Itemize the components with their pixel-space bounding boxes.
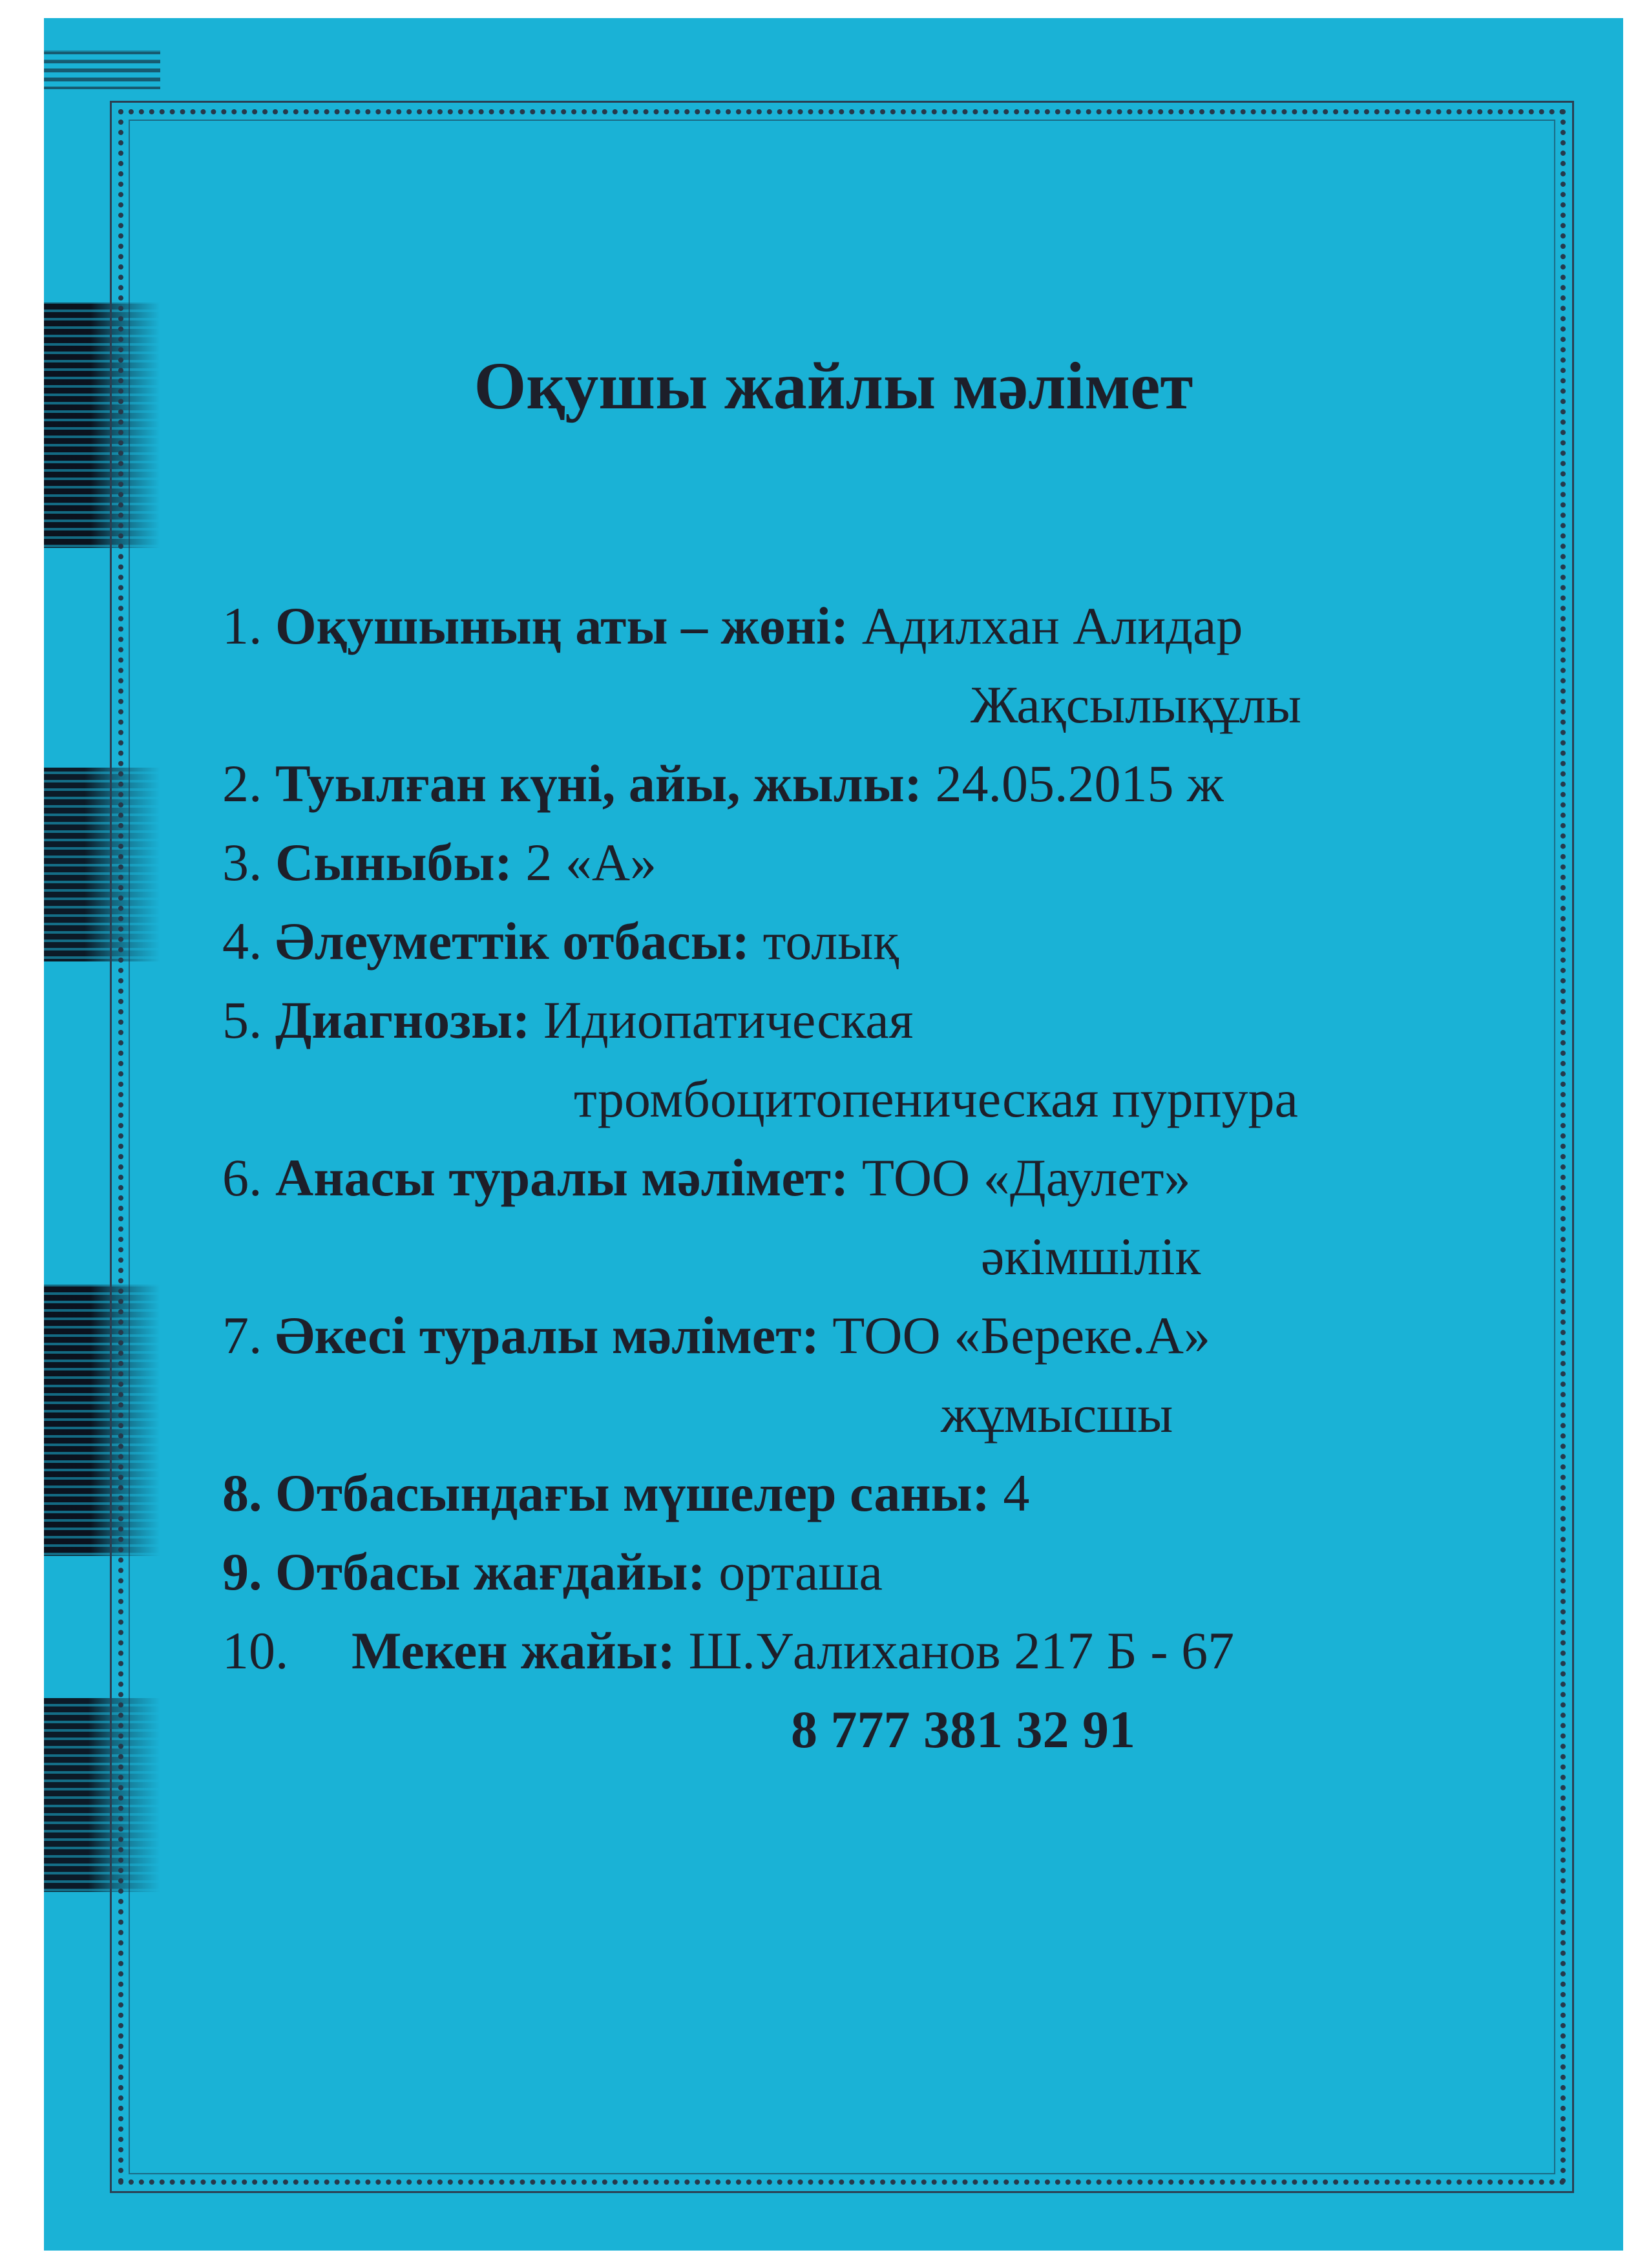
list-item-name-cont xyxy=(222,666,1515,744)
item-number: 10. xyxy=(222,1621,289,1680)
item-label: Мекен жайы: xyxy=(352,1621,676,1680)
item-label: Әлеуметтік отбасы: xyxy=(275,912,750,971)
item-label: Анасы туралы мәлімет: xyxy=(275,1148,849,1207)
list-item-father xyxy=(222,1296,1515,1375)
list-item-family-status xyxy=(222,1533,1515,1612)
item-label: Отбасы жағдайы: xyxy=(275,1542,706,1601)
item-label: Туылған күні, айы, жылы: xyxy=(275,754,922,813)
document-title: Оқушы жайлы мәлімет xyxy=(474,349,1193,423)
list-item-social-family xyxy=(222,902,1515,981)
item-label: Оқушының аты – жөні: xyxy=(275,596,849,655)
item-value: Адилхан Алидар xyxy=(861,596,1243,655)
item-value-continued: әкімшілік xyxy=(981,1227,1201,1286)
item-value-continued: тромбоцитопеническая пурпура xyxy=(574,1069,1298,1128)
item-value: орташа xyxy=(719,1542,883,1601)
item-number: 7. xyxy=(222,1306,262,1365)
item-label: Диагнозы: xyxy=(275,991,530,1049)
scan-edge-artifact xyxy=(44,50,160,89)
item-number: 8. xyxy=(222,1464,262,1522)
item-value: Ш.Уалиханов 217 Б - 67 xyxy=(688,1621,1235,1680)
item-number: 1. xyxy=(222,596,262,655)
item-number: 4. xyxy=(222,912,262,971)
item-value-continued: Жақсылықұлы xyxy=(971,675,1302,734)
item-label: Әкесі туралы мәлімет: xyxy=(275,1306,819,1365)
item-label: Сыныбы: xyxy=(275,833,512,892)
item-value: ТОО «Даулет» xyxy=(861,1148,1191,1207)
item-value: Идиопатическая xyxy=(543,991,914,1049)
document-sheet xyxy=(44,18,1623,2251)
item-value: толық xyxy=(762,912,899,971)
item-value: 24.05.2015 ж xyxy=(935,754,1224,813)
list-item-name xyxy=(222,587,1515,666)
item-number: 9. xyxy=(222,1542,262,1601)
item-value: ТОО «Береке.А» xyxy=(832,1306,1211,1365)
list-item-mother-cont xyxy=(222,1217,1515,1296)
item-label: Отбасындағы мүшелер саны: xyxy=(275,1464,990,1522)
list-item-class xyxy=(222,823,1515,902)
list-item-family-members xyxy=(222,1454,1515,1533)
list-item-father-cont xyxy=(222,1375,1515,1454)
item-number: 3. xyxy=(222,833,262,892)
list-item-mother xyxy=(222,1139,1515,1217)
item-number: 2. xyxy=(222,754,262,813)
list-item-phone xyxy=(222,1690,1515,1769)
list-item-diagnosis-cont xyxy=(222,1060,1515,1139)
phone-number: 8 777 381 32 91 xyxy=(791,1700,1135,1759)
list-item-birthdate xyxy=(222,744,1515,823)
list-item-diagnosis xyxy=(222,981,1515,1060)
info-list xyxy=(222,587,1515,1769)
item-value-continued: жұмысшы xyxy=(941,1385,1173,1444)
item-value: 4 xyxy=(1003,1464,1030,1522)
item-value: 2 «А» xyxy=(525,833,657,892)
item-number: 6. xyxy=(222,1148,262,1207)
item-number: 5. xyxy=(222,991,262,1049)
list-item-address xyxy=(222,1612,1515,1690)
